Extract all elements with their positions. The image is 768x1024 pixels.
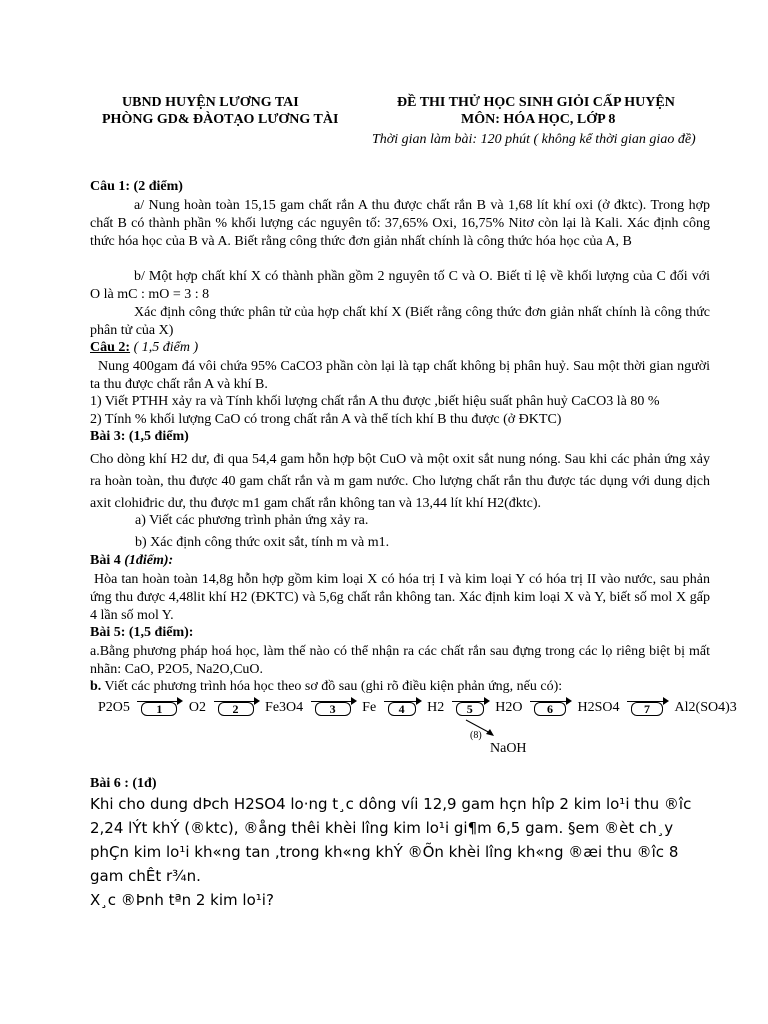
exam-title: ĐỀ THI THỬ HỌC SINH GIỎI CẤP HUYỆN [397, 95, 675, 110]
compound-al2so43: Al2(SO4)3 [674, 700, 737, 715]
exercise-6-line: Khi cho dung dÞch H2SO4 lo·ng t¸c dông víi 12,9 gam hçn hîp 2 kim lo¹i thu ®îc [90, 795, 692, 813]
reaction-arrow-2 [212, 701, 260, 715]
compound-h2so4: H2SO4 [577, 700, 620, 715]
exercise-6-line: gam chÊt r¾n. [90, 867, 201, 885]
question-1b: b/ Một hợp chất khí X có thành phần gồm 2 nguyên tố C và O. Biết tỉ lệ về khối lượng của C đối với O là mC : mO = 3 : 8 [90, 269, 710, 302]
exercise-4-heading [90, 553, 173, 569]
arrow-number: 2 [218, 702, 254, 716]
exercise-3-title: Bài 3: (1,5 điểm) [90, 429, 189, 444]
question-1a: a/ Nung hoàn toàn 15,15 gam chất rắn A thu được chất rắn B và 1,68 lít khí oxi (ở đktc). Trong hợp chất B có thành phần % khối lượng các nguyên tố: 37,65% Oxi, 16,75% Nitơ còn lại là Kali. Xác định công thức hóa học của B và A. Biết rằng công thức đơn giản nhất chính là công thức hóa học của A, B [90, 198, 710, 249]
exercise-4-title: Bài 4 [90, 553, 121, 568]
arrow-number: 5 [456, 702, 484, 716]
exam-subject: MÔN: HÓA HỌC, LỚP 8 [461, 112, 616, 127]
compound-fe: Fe [362, 700, 377, 715]
question-2-part1: 1) Viết PTHH xảy ra và Tính khối lượng chất rắn A thu được ,biết hiệu suất phân huỷ CaCO3 là 80 % [90, 394, 660, 409]
exercise-4-points: (1điểm): [124, 553, 174, 568]
exercise-6-line: phÇn kim lo¹i kh«ng tan ,trong kh«ng khÝ ®Õn khèi lîng kh«ng ®æi thu ®îc 8 [90, 843, 679, 861]
arrow-number: 3 [315, 702, 351, 716]
exercise-6-line: 2,24 lÝt khÝ (®ktc), ®ång thêi khèi lîng kim lo¹i gi¶m 6,5 gam. §em ®èt ch¸y [90, 819, 674, 837]
arrow-number: 1 [141, 702, 177, 716]
exercise-5-title: Bài 5: (1,5 điểm): [90, 625, 194, 640]
exam-time: Thời gian làm bài: 120 phút ( không kể thời gian giao đề) [372, 132, 696, 147]
reaction-arrow-1 [135, 701, 183, 715]
header-department: PHÒNG GD& ĐÀOTẠO LƯƠNG TÀI [102, 112, 339, 127]
exercise-5b-label: b. [90, 679, 102, 694]
question-2-part2: 2) Tính % khối lượng CaO có trong chất rắn A và thể tích khí B thu được (ở ĐKTC) [90, 412, 562, 427]
compound-h2: H2 [427, 700, 445, 715]
reaction-arrow-5 [450, 701, 490, 715]
branch-arrow-icon [462, 718, 502, 742]
reaction-arrow-6 [528, 701, 572, 715]
exercise-3-text: Cho dòng khí H2 dư, đi qua 54,4 gam hỗn hợp bột CuO và một oxit sắt nung nóng. Sau khi các phản ứng xảy ra hoàn toàn, thu được 40 gam chất rắn và m gam nước. Cho lượng chất rắn thu được tác dụng với dung dịch axit clohiđric dư, thu được m1 gam chất rắn không tan và 13,44 lít khí H2(đktc). [90, 452, 710, 511]
exercise-6-text [90, 792, 720, 912]
compound-o2: O2 [188, 700, 207, 715]
question-2-heading [90, 340, 198, 356]
compound-h2o: H2O [495, 700, 523, 715]
question-1b-task: Xác định công thức phân tử của hợp chất khí X (Biết rằng công thức đơn giản nhất chính là công thức phân tử của X) [90, 305, 710, 338]
exercise-4-text: Hòa tan hoàn toàn 14,8g hỗn hợp gồm kim loại X có hóa trị I và kim loại Y có hóa trị II vào nước, sau phản ứng thu được 4,48lit khí H2 (ĐKTC) và 5,6g chất rắn không tan. Xác định kim loại X và Y, biết số mol X gấp 4 lần số mol Y. [90, 572, 710, 623]
exercise-3b: b) Xác định công thức oxit sắt, tính m và m1. [135, 535, 390, 550]
header-district: UBND HUYỆN LƯƠNG TAI [122, 95, 299, 110]
branch-arrow-number: (8) [470, 730, 482, 741]
reaction-arrow-7 [625, 701, 669, 715]
question-2-intro: Nung 400gam đá vôi chứa 95% CaCO3 phần còn lại là tạp chất không bị phân huỷ. Sau một thời gian người ta thu được chất rắn A và khí B. [90, 359, 710, 392]
question-1-title: Câu 1: (2 điểm) [90, 179, 183, 194]
compound-naoh: NaOH [490, 741, 527, 756]
arrow-number: 7 [631, 702, 663, 716]
compound-fe3o4: Fe3O4 [265, 700, 304, 715]
exercise-5a: a.Bằng phương pháp hoá học, làm thế nào có thể nhận ra các chất rắn sau đựng trong các lọ riêng biệt bị mất nhãn: CaO, P2O5, Na2O,CuO. [90, 644, 710, 677]
exercise-6-title: Bài 6 : (1đ) [90, 776, 157, 791]
reaction-scheme [98, 700, 737, 716]
reaction-arrow-3 [309, 701, 357, 715]
exercise-6-line: X¸c ®Þnh tªn 2 kim lo¹i? [90, 891, 274, 909]
reaction-arrow-4 [382, 701, 422, 715]
question-2-points: ( 1,5 điểm ) [133, 340, 199, 355]
exercise-5b-text: Viết các phương trình hóa học theo sơ đồ sau (ghi rõ điều kiện phản ứng, nếu có): [104, 679, 563, 694]
exercise-3a: a) Viết các phương trình phản ứng xảy ra. [135, 513, 369, 528]
exercise-5b [90, 679, 562, 695]
arrow-number: 6 [534, 702, 566, 716]
compound-p2o5: P2O5 [98, 700, 130, 715]
question-2-title: Câu 2: [90, 340, 131, 355]
arrow-number: 4 [388, 702, 416, 716]
